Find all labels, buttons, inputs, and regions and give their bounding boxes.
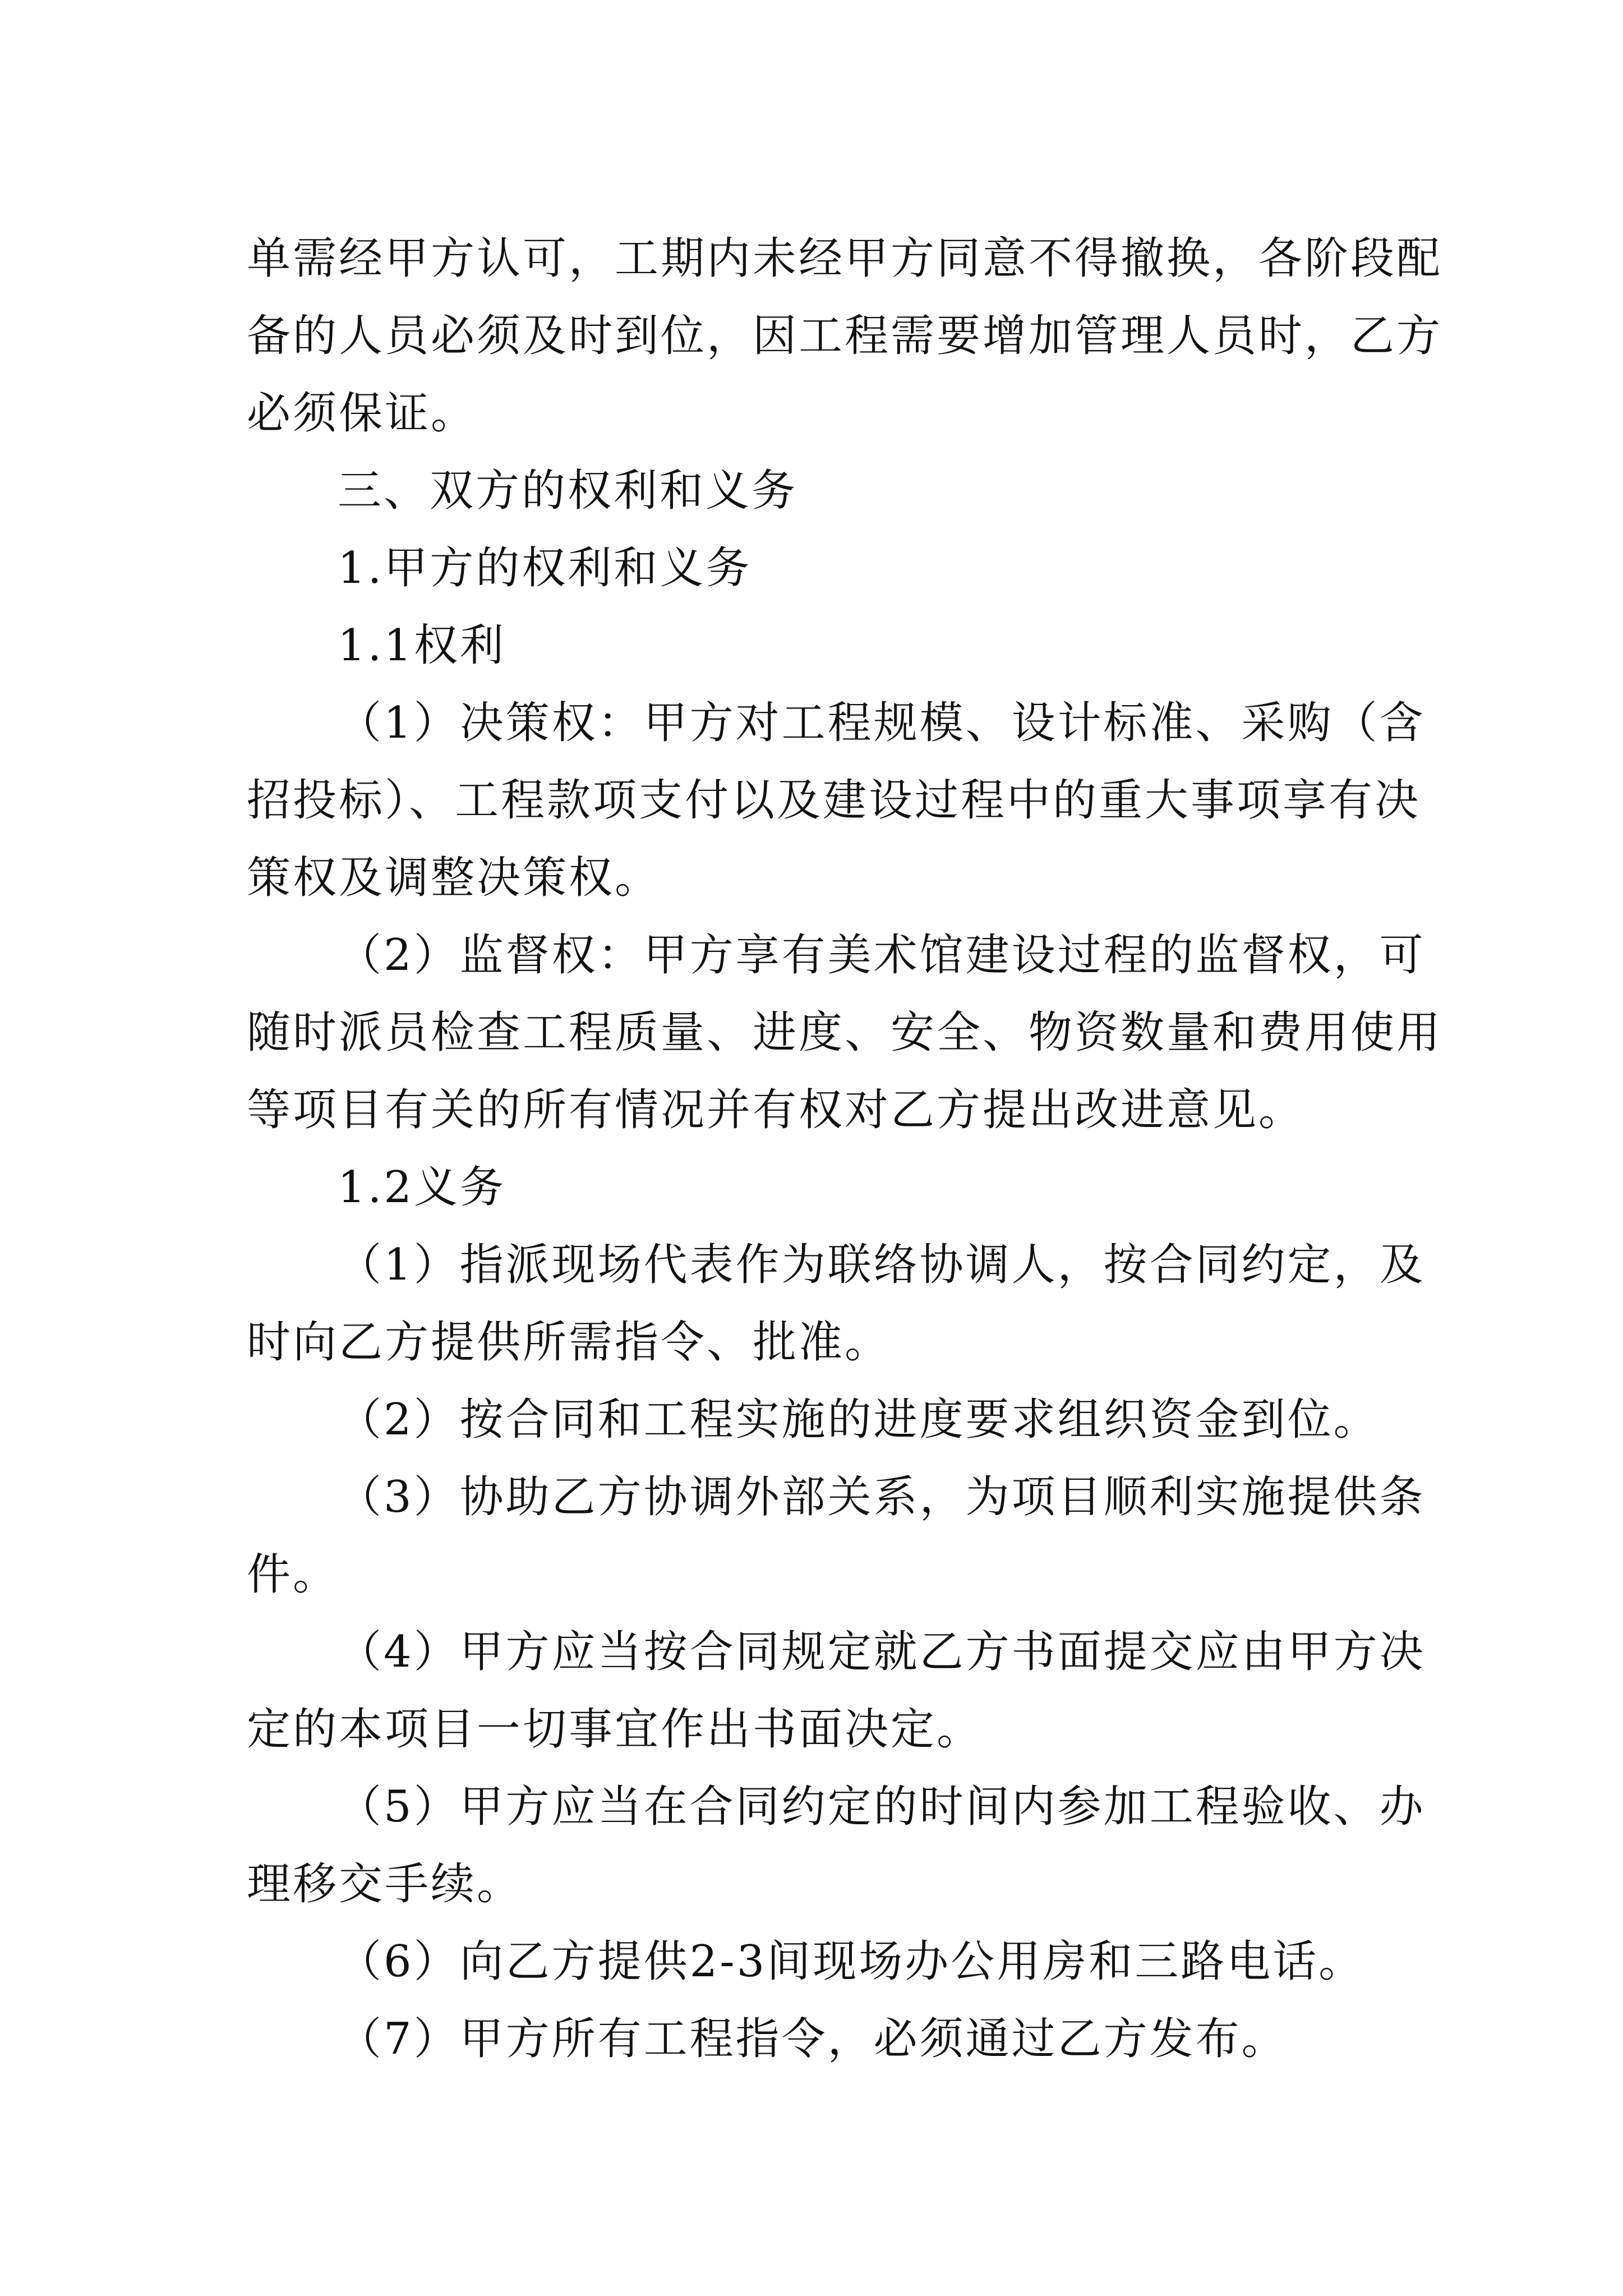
text-line: 单需经甲方认可，工期内未经甲方同意不得撤换，各阶段配	[247, 233, 1443, 284]
text-line: 理移交手续。	[247, 1859, 523, 1910]
text-line: （2）按合同和工程实施的进度要求组织资金到位。	[338, 1395, 1380, 1445]
text-line: （4）甲方应当按合同规定就乙方书面提交应由甲方决	[338, 1627, 1426, 1677]
text-line: 时向乙方提供所需指令、批准。	[247, 1317, 891, 1368]
text-line: 等项目有关的所有情况并有权对乙方提出改进意见。	[247, 1085, 1305, 1135]
subsection-heading: 1.2义务	[338, 1162, 506, 1213]
text-line: （6）向乙方提供2-3间现场办公用房和三路电话。	[338, 1936, 1365, 1987]
text-line: （1）指派现场代表作为联络协调人，按合同约定，及	[338, 1240, 1426, 1290]
text-line: 定的本项目一切事宜作出书面决定。	[247, 1704, 983, 1755]
text-line: 件。	[247, 1549, 339, 1600]
text-line: （7）甲方所有工程指令，必须通过乙方发布。	[338, 2014, 1288, 2064]
text-line: （5）甲方应当在合同约定的时间内参加工程验收、办	[338, 1782, 1426, 1832]
text-line: 招投标）、工程款项支付以及建设过程中的重大事项享有决	[247, 775, 1421, 826]
text-line: 策权及调整决策权。	[247, 853, 661, 903]
text-line: （3）协助乙方协调外部关系，为项目顺利实施提供条	[338, 1472, 1426, 1522]
text-line: 随时派员检查工程质量、进度、安全、物资数量和费用使用	[247, 1007, 1443, 1058]
text-line: （2）监督权：甲方享有美术馆建设过程的监督权，可	[338, 930, 1426, 981]
document-page	[247, 220, 1443, 2078]
text-line: 备的人员必须及时到位，因工程需要增加管理人员时，乙方	[247, 311, 1443, 361]
text-line: 必须保证。	[247, 388, 477, 439]
section-heading: 三、双方的权利和义务	[338, 466, 798, 516]
text-line: （1）决策权：甲方对工程规模、设计标准、采购（含	[338, 698, 1426, 748]
subsection-heading: 1.1权利	[338, 620, 506, 671]
subsection-heading: 1.甲方的权利和义务	[338, 543, 752, 593]
